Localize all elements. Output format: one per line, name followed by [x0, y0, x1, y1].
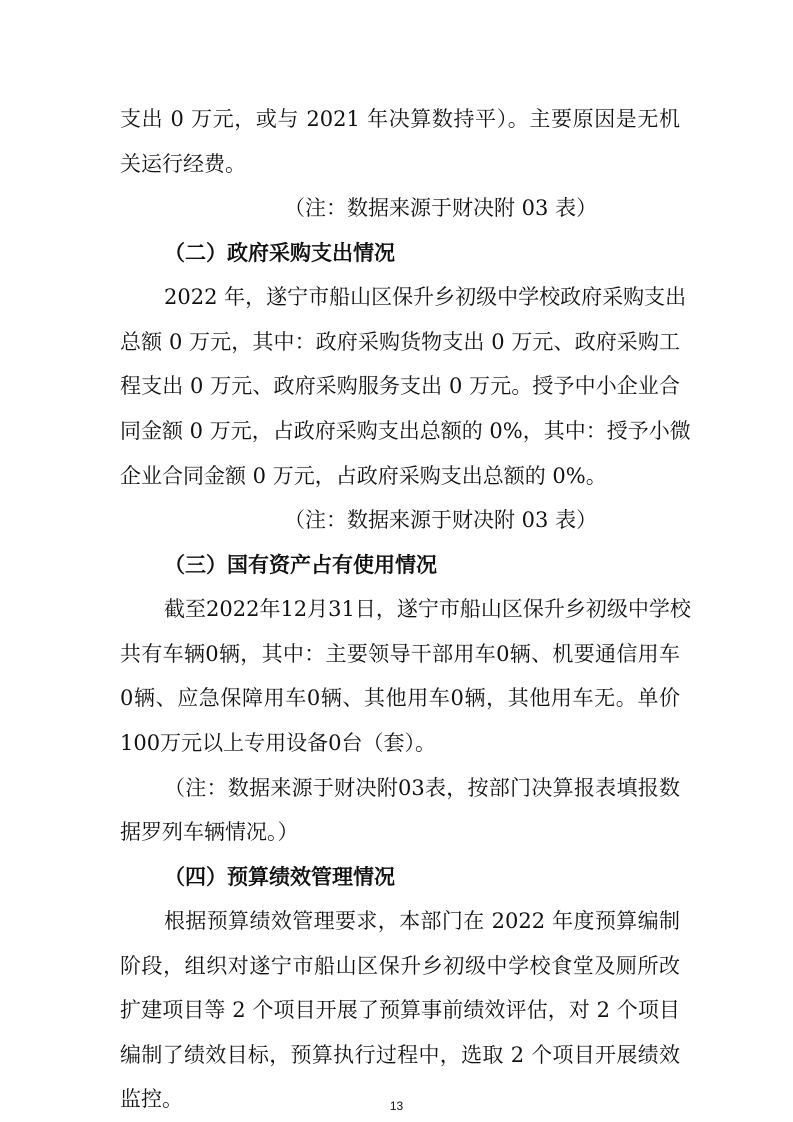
section-heading-assets: （三）国有资产占有使用情况 [164, 553, 437, 577]
section-heading-procurement: （二）政府采购支出情况 [164, 241, 395, 265]
source-note: （注：数据来源于财决附 03 表） [284, 508, 598, 532]
paragraph-line [0, 1084, 793, 1114]
paragraph-line: 程支出 0 万元、政府采购服务支出 0 万元。授予中小企业合 [120, 374, 680, 398]
paragraph-line: 关运行经费。 [120, 152, 246, 176]
paragraph-line: 根据预算绩效管理要求，本部门在 2022 年度预算编制 [164, 909, 680, 933]
paragraph-line: 0辆、应急保障用车0辆、其他用车0辆，其他用车无。单价 [120, 686, 680, 710]
paragraph-line: 企业合同金额 0 万元，占政府采购支出总额的 0%。 [120, 464, 607, 488]
paragraph-line: 2022 年，遂宁市船山区保升乡初级中学校政府采购支出 [164, 285, 687, 309]
source-note: （注：数据来源于财决附 03 表） [284, 196, 598, 220]
paragraph-line: 同金额 0 万元，占政府采购支出总额的 0%，其中：授予小微 [120, 419, 691, 443]
paragraph-line: 编制了绩效目标，预算执行过程中，选取 2 个项目开展绩效 [120, 1043, 680, 1067]
paragraph-line: 截至2022年12月31日，遂宁市船山区保升乡初级中学校 [164, 597, 691, 621]
source-note: （注：数据来源于财决附03表，按部门决算报表填报数 [164, 776, 680, 800]
paragraph-text: 监控。 [120, 1087, 183, 1111]
paragraph-line: 100万元以上专用设备0台（套）。 [120, 731, 436, 755]
section-heading-performance: （四）预算绩效管理情况 [164, 865, 395, 889]
paragraph-line: 扩建项目等 2 个项目开展了预算事前绩效评估，对 2 个项目 [120, 998, 680, 1022]
paragraph-line: 总额 0 万元，其中：政府采购货物支出 0 万元、政府采购工 [120, 330, 680, 354]
source-note: 据罗列车辆情况。） [120, 820, 299, 844]
page-number: 13 [389, 1099, 404, 1113]
paragraph-line: 支出 0 万元，或与 2021 年决算数持平）。主要原因是无机 [120, 107, 680, 131]
paragraph-line: 共有车辆0辆，其中：主要领导干部用车0辆、机要通信用车 [120, 642, 680, 666]
paragraph-line: 阶段，组织对遂宁市船山区保升乡初级中学校食堂及厕所改 [120, 954, 680, 978]
